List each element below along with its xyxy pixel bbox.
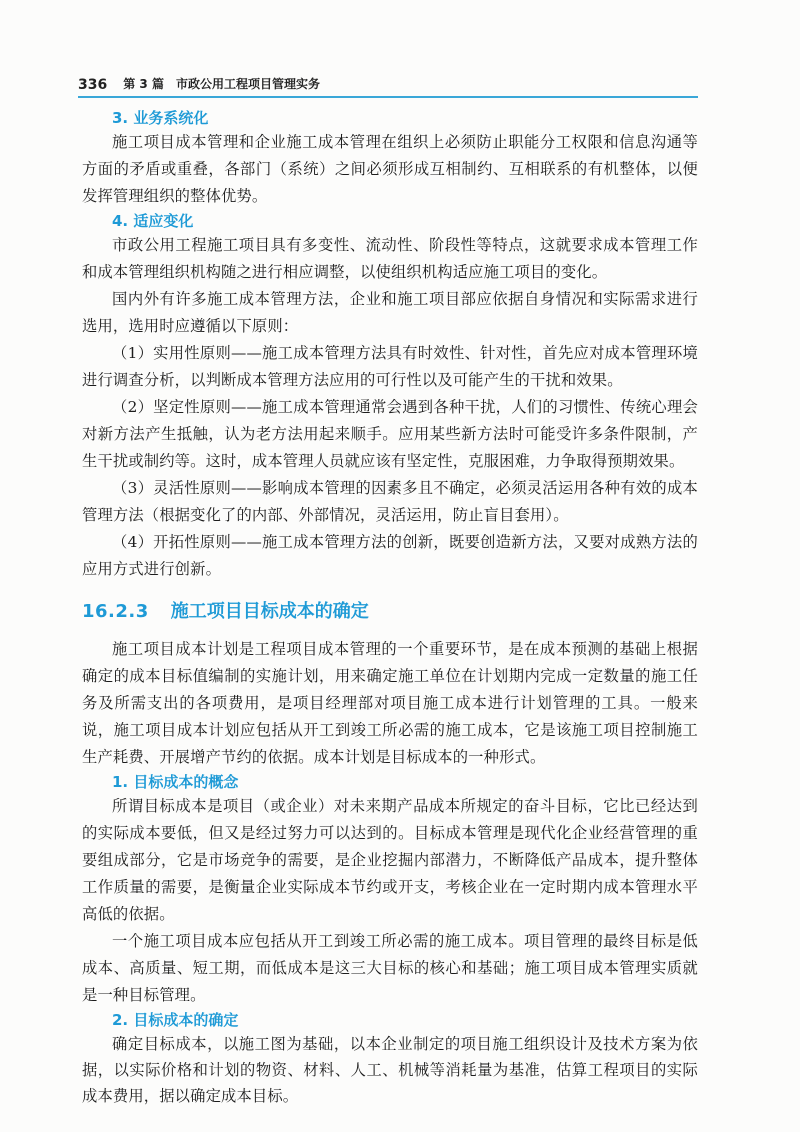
page-number: 336 xyxy=(78,77,108,93)
paragraph: 一个施工项目成本应包括从开工到竣工所必需的施工成本。项目管理的最终目标是低成本、高质量、短工期，而低成本是这三大目标的核心和基础；施工项目成本管理实质就是一种目标管理。 xyxy=(82,932,698,1004)
paragraph: 所谓目标成本是项目（或企业）对未来期产品成本所规定的奋斗目标，它比已经达到的实际成本要低，但又是经过努力可以达到的。目标成本管理是现代化企业经营管理的重要组成部分，它是市场竞争的需要，是企业挖掘内部潜力，不断降低产品成本，提升整体工作质量的需要，是衡量企业实际成本节约或开支，考核企业在一定时期内成本管理水平高低的依据。 xyxy=(82,797,698,923)
paragraph: 国内外有许多施工成本管理方法，企业和施工项目部应依据自身情况和实际需求进行选用，选用时应遵循以下原则： xyxy=(82,290,698,335)
page-body xyxy=(82,107,698,1109)
paragraph: 施工项目成本计划是工程项目成本管理的一个重要环节，是在成本预测的基础上根据确定的成本目标值编制的实施计划，用来确定施工单位在计划期内完成一定数量的施工任务及所需支出的各项费用，是项目经理部对项目施工成本进行计划管理的工具。一般来说，施工项目成本计划应包括从开工到竣工所必需的施工成本，它是该施工项目控制施工生产耗费、开展增产节约的依据。成本计划是目标成本的一种形式。 xyxy=(82,640,698,766)
paragraph: 确定目标成本，以施工图为基础，以本企业制定的项目施工组织设计及技术方案为依据，以实际价格和计划的物资、材料、人工、机械等消耗量为基准，估算工程项目的实际成本费用，据以确定成本目标。 xyxy=(82,1035,698,1105)
paragraph: （1）实用性原则——施工成本管理方法具有时效性、针对性，首先应对成本管理环境进行调查分析，以判断成本管理方法应用的可行性以及可能产生的干扰和效果。 xyxy=(82,344,698,389)
running-header xyxy=(78,70,698,98)
book-title: 市政公用工程项目管理实务 xyxy=(175,77,320,91)
subheading-business-systematization: 3. 业务系统化 xyxy=(112,109,209,127)
subheading-target-cost-concept: 1. 目标成本的概念 xyxy=(112,773,239,791)
section-number: 16.2.3 xyxy=(82,601,149,622)
section-title: 施工项目目标成本的确定 xyxy=(170,601,369,622)
subheading-adapt-to-change: 4. 适应变化 xyxy=(112,212,194,230)
paragraph: 施工项目成本管理和企业施工成本管理在组织上必须防止职能分工权限和信息沟通等方面的矛盾或重叠，各部门（系统）之间必须形成互相制约、互相联系的有机整体，以便发挥管理组织的整体优势。 xyxy=(82,133,698,205)
paragraph: （2）坚定性原则——施工成本管理通常会遇到各种干扰，人们的习惯性、传统心理会对新方法产生抵触，认为老方法用起来顺手。应用某些新方法时可能受许多条件限制，产生干扰或制约等。这时，成本管理人员就应该有坚定性，克服困难，力争取得预期效果。 xyxy=(82,398,698,470)
part-label: 第 3 篇 xyxy=(123,77,164,91)
section-heading xyxy=(82,599,698,625)
paragraph: （4）开拓性原则——施工成本管理方法的创新，既要创造新方法，又要对成熟方法的应用方式进行创新。 xyxy=(82,533,698,578)
paragraph: （3）灵活性原则——影响成本管理的因素多且不确定，必须灵活运用各种有效的成本管理方法（根据变化了的内部、外部情况，灵活运用，防止盲目套用）。 xyxy=(82,479,698,524)
paragraph: 市政公用工程施工项目具有多变性、流动性、阶段性等特点，这就要求成本管理工作和成本管理组织机构随之进行相应调整，以使组织机构适应施工项目的变化。 xyxy=(82,236,698,281)
subheading-target-cost-determination: 2. 目标成本的确定 xyxy=(112,1011,239,1029)
